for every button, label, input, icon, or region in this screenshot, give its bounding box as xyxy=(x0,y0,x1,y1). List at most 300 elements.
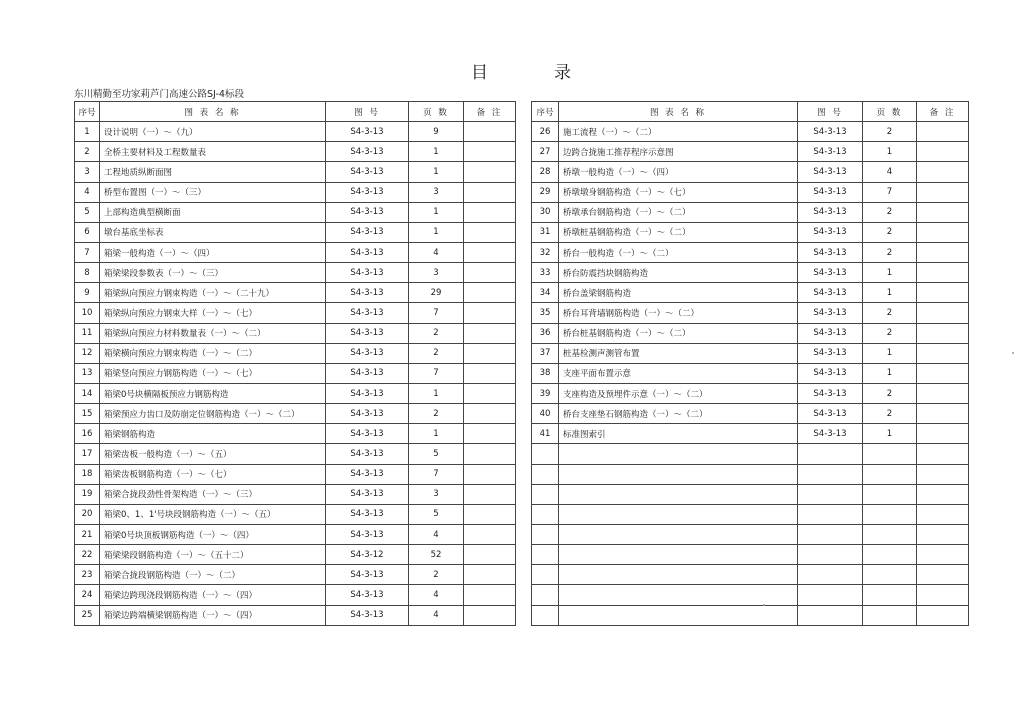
table-row xyxy=(532,122,969,142)
row-drawing-no: S4-3-13 xyxy=(326,524,409,544)
row-drawing-no: S4-3-13 xyxy=(326,444,409,464)
row-no: 39 xyxy=(532,383,559,403)
table-row xyxy=(532,424,969,444)
row-pages: 1 xyxy=(863,424,917,444)
row-drawing-no: S4-3-13 xyxy=(798,343,863,363)
empty-cell xyxy=(798,464,863,484)
row-pages: 1 xyxy=(409,383,464,403)
table-row xyxy=(75,142,516,162)
header-no: 序号 xyxy=(75,102,100,122)
row-drawing-no: S4-3-13 xyxy=(326,424,409,444)
row-no: 12 xyxy=(75,343,100,363)
row-pages: 1 xyxy=(863,343,917,363)
row-name: 箱梁竖向预应力钢筋构造（一）～（七） xyxy=(100,363,326,383)
empty-cell xyxy=(917,504,969,524)
row-name: 施工流程（一）～（二） xyxy=(559,122,798,142)
empty-cell xyxy=(798,484,863,504)
table-row-empty xyxy=(532,444,969,464)
row-remarks xyxy=(464,363,516,383)
row-drawing-no: S4-3-13 xyxy=(798,383,863,403)
row-pages: 2 xyxy=(409,323,464,343)
row-drawing-no: S4-3-13 xyxy=(326,242,409,262)
contents-table-left xyxy=(74,101,516,626)
header-drawing-no: 图 号 xyxy=(798,102,863,122)
table-row xyxy=(532,283,969,303)
row-name: 设计说明（一）～（九） xyxy=(100,122,326,142)
table-row xyxy=(75,202,516,222)
table-row xyxy=(75,383,516,403)
row-name: 箱梁纵向预应力钢束构造（一）～（二十九） xyxy=(100,283,326,303)
row-remarks xyxy=(464,182,516,202)
row-pages: 2 xyxy=(409,404,464,424)
table-row xyxy=(75,484,516,504)
row-drawing-no: S4-3-13 xyxy=(326,404,409,424)
scan-speck xyxy=(763,604,765,606)
empty-cell xyxy=(798,524,863,544)
row-remarks xyxy=(917,383,969,403)
row-pages: 3 xyxy=(409,484,464,504)
row-drawing-no: S4-3-13 xyxy=(326,202,409,222)
table-row xyxy=(75,444,516,464)
table-header-row xyxy=(75,102,516,122)
row-remarks xyxy=(464,524,516,544)
row-name: 箱梁0号块横隔板预应力钢筋构造 xyxy=(100,383,326,403)
row-name: 箱梁纵向预应力钢束大样（一）～（七） xyxy=(100,303,326,323)
table-row xyxy=(75,323,516,343)
row-drawing-no: S4-3-13 xyxy=(326,363,409,383)
row-name: 上部构造典型横断面 xyxy=(100,202,326,222)
table-row xyxy=(75,404,516,424)
empty-cell xyxy=(559,545,798,565)
row-pages: 7 xyxy=(863,182,917,202)
title-char-1: 目 xyxy=(471,63,489,83)
row-name: 箱梁合拢段钢筋构造（一）～（二） xyxy=(100,565,326,585)
row-no: 15 xyxy=(75,404,100,424)
row-name: 全桥主要材料及工程数量表 xyxy=(100,142,326,162)
empty-cell xyxy=(798,444,863,464)
empty-cell xyxy=(532,464,559,484)
row-drawing-no: S4-3-13 xyxy=(326,303,409,323)
row-drawing-no: S4-3-13 xyxy=(798,323,863,343)
row-drawing-no: S4-3-13 xyxy=(798,303,863,323)
empty-cell xyxy=(532,565,559,585)
header-no: 序号 xyxy=(532,102,559,122)
row-no: 18 xyxy=(75,464,100,484)
row-no: 31 xyxy=(532,222,559,242)
row-pages: 29 xyxy=(409,283,464,303)
row-name: 桥墩一般构造（一）～（四） xyxy=(559,162,798,182)
table-row-empty xyxy=(532,524,969,544)
row-remarks xyxy=(917,142,969,162)
table-row xyxy=(75,122,516,142)
row-remarks xyxy=(917,404,969,424)
table-row-empty xyxy=(532,585,969,605)
row-name: 工程地质纵断面图 xyxy=(100,162,326,182)
row-pages: 2 xyxy=(863,323,917,343)
header-remarks: 备 注 xyxy=(464,102,516,122)
row-remarks xyxy=(917,323,969,343)
row-pages: 2 xyxy=(863,122,917,142)
row-drawing-no: S4-3-13 xyxy=(326,585,409,605)
empty-cell xyxy=(532,484,559,504)
table-row xyxy=(75,363,516,383)
empty-cell xyxy=(798,605,863,625)
empty-cell xyxy=(559,504,798,524)
row-no: 3 xyxy=(75,162,100,182)
row-remarks xyxy=(464,565,516,585)
row-no: 13 xyxy=(75,363,100,383)
table-row xyxy=(532,182,969,202)
empty-cell xyxy=(532,504,559,524)
table-row xyxy=(532,323,969,343)
row-drawing-no: S4-3-13 xyxy=(798,263,863,283)
row-pages: 1 xyxy=(863,283,917,303)
row-name: 桩基检测声测管布置 xyxy=(559,343,798,363)
empty-cell xyxy=(917,524,969,544)
row-pages: 4 xyxy=(863,162,917,182)
row-remarks xyxy=(464,263,516,283)
row-name: 箱梁预应力齿口及防崩定位钢筋构造（一）～（二） xyxy=(100,404,326,424)
row-drawing-no: S4-3-13 xyxy=(326,182,409,202)
row-drawing-no: S4-3-13 xyxy=(326,263,409,283)
row-remarks xyxy=(464,222,516,242)
table-row xyxy=(75,504,516,524)
row-name: 箱梁齿板钢筋构造（一）～（七） xyxy=(100,464,326,484)
row-remarks xyxy=(917,222,969,242)
row-name: 箱梁梁段参数表（一）～（三） xyxy=(100,263,326,283)
row-pages: 3 xyxy=(409,182,464,202)
row-no: 1 xyxy=(75,122,100,142)
row-pages: 4 xyxy=(409,585,464,605)
row-drawing-no: S4-3-13 xyxy=(798,242,863,262)
project-line: 东川精勤至功家莉芦门高速公路SJ-4标段 xyxy=(74,89,244,100)
row-name: 桥型布置图（一）～（三） xyxy=(100,182,326,202)
row-drawing-no: S4-3-13 xyxy=(798,202,863,222)
row-no: 29 xyxy=(532,182,559,202)
empty-cell xyxy=(863,464,917,484)
row-no: 30 xyxy=(532,202,559,222)
table-row xyxy=(532,383,969,403)
row-drawing-no: S4-3-13 xyxy=(798,122,863,142)
contents-table-right xyxy=(531,101,969,626)
row-name: 标准图索引 xyxy=(559,424,798,444)
row-name: 箱梁一般构造（一）～（四） xyxy=(100,242,326,262)
table-row xyxy=(75,464,516,484)
row-pages: 1 xyxy=(409,424,464,444)
row-pages: 1 xyxy=(409,202,464,222)
row-name: 支座构造及预埋件示意（一）～（二） xyxy=(559,383,798,403)
row-no: 9 xyxy=(75,283,100,303)
row-pages: 2 xyxy=(863,383,917,403)
row-pages: 2 xyxy=(409,565,464,585)
row-drawing-no: S4-3-13 xyxy=(326,142,409,162)
row-no: 14 xyxy=(75,383,100,403)
empty-cell xyxy=(559,524,798,544)
row-no: 11 xyxy=(75,323,100,343)
row-pages: 1 xyxy=(409,222,464,242)
row-remarks xyxy=(917,202,969,222)
scan-speck xyxy=(1012,352,1014,354)
row-no: 17 xyxy=(75,444,100,464)
row-name: 墩台基底坐标表 xyxy=(100,222,326,242)
row-remarks xyxy=(917,424,969,444)
empty-cell xyxy=(917,484,969,504)
row-name: 箱梁0、1、1'号块段钢筋构造（一）～（五） xyxy=(100,504,326,524)
table-row xyxy=(75,303,516,323)
row-pages: 4 xyxy=(409,605,464,625)
row-drawing-no: S4-3-13 xyxy=(798,162,863,182)
empty-cell xyxy=(917,444,969,464)
row-name: 桥台桩基钢筋构造（一）～（二） xyxy=(559,323,798,343)
table-row xyxy=(532,303,969,323)
row-name: 箱梁合拢段劲性骨架构造（一）～（三） xyxy=(100,484,326,504)
empty-cell xyxy=(863,484,917,504)
empty-cell xyxy=(863,504,917,524)
row-no: 36 xyxy=(532,323,559,343)
empty-cell xyxy=(863,545,917,565)
empty-cell xyxy=(863,605,917,625)
row-no: 28 xyxy=(532,162,559,182)
row-name: 边跨合拢施工推荐程序示意图 xyxy=(559,142,798,162)
row-pages: 2 xyxy=(863,222,917,242)
row-no: 19 xyxy=(75,484,100,504)
table-row xyxy=(75,263,516,283)
table-row-empty xyxy=(532,605,969,625)
row-remarks xyxy=(464,122,516,142)
row-no: 40 xyxy=(532,404,559,424)
row-name: 箱梁边跨端横梁钢筋构造（一）～（四） xyxy=(100,605,326,625)
row-no: 8 xyxy=(75,263,100,283)
row-drawing-no: S4-3-13 xyxy=(326,464,409,484)
table-row xyxy=(75,545,516,565)
row-remarks xyxy=(464,343,516,363)
row-remarks xyxy=(917,263,969,283)
row-name: 箱梁纵向预应力材料数量表（一）～（二） xyxy=(100,323,326,343)
row-no: 6 xyxy=(75,222,100,242)
row-name: 桥台盖梁钢筋构造 xyxy=(559,283,798,303)
row-remarks xyxy=(464,484,516,504)
row-pages: 5 xyxy=(409,504,464,524)
table-row xyxy=(75,222,516,242)
row-remarks xyxy=(464,162,516,182)
empty-cell xyxy=(559,464,798,484)
row-remarks xyxy=(917,242,969,262)
empty-cell xyxy=(917,605,969,625)
table-row xyxy=(75,424,516,444)
table-row xyxy=(75,283,516,303)
row-pages: 1 xyxy=(409,162,464,182)
row-no: 37 xyxy=(532,343,559,363)
table-row-empty xyxy=(532,484,969,504)
empty-cell xyxy=(798,585,863,605)
table-row xyxy=(532,242,969,262)
row-no: 41 xyxy=(532,424,559,444)
empty-cell xyxy=(798,545,863,565)
table-row xyxy=(532,222,969,242)
row-drawing-no: S4-3-13 xyxy=(326,162,409,182)
row-no: 16 xyxy=(75,424,100,444)
row-pages: 7 xyxy=(409,363,464,383)
table-row xyxy=(532,404,969,424)
row-drawing-no: S4-3-13 xyxy=(798,424,863,444)
empty-cell xyxy=(798,504,863,524)
row-pages: 2 xyxy=(863,404,917,424)
table-row xyxy=(75,605,516,625)
row-no: 21 xyxy=(75,524,100,544)
row-name: 桥墩墩身钢筋构造（一）～（七） xyxy=(559,182,798,202)
row-pages: 2 xyxy=(409,343,464,363)
table-row xyxy=(532,142,969,162)
row-remarks xyxy=(464,202,516,222)
row-pages: 9 xyxy=(409,122,464,142)
row-pages: 1 xyxy=(863,263,917,283)
row-no: 38 xyxy=(532,363,559,383)
row-remarks xyxy=(917,303,969,323)
row-pages: 2 xyxy=(863,303,917,323)
header-pages: 页 数 xyxy=(863,102,917,122)
row-pages: 52 xyxy=(409,545,464,565)
row-no: 2 xyxy=(75,142,100,162)
row-drawing-no: S4-3-13 xyxy=(798,363,863,383)
row-name: 箱梁梁段钢筋构造（一）～（五十二） xyxy=(100,545,326,565)
table-row xyxy=(532,202,969,222)
row-drawing-no: S4-3-13 xyxy=(326,323,409,343)
row-remarks xyxy=(917,283,969,303)
row-no: 23 xyxy=(75,565,100,585)
row-no: 7 xyxy=(75,242,100,262)
table-row xyxy=(75,162,516,182)
document-title xyxy=(0,58,1024,88)
header-drawing-no: 图 号 xyxy=(326,102,409,122)
row-pages: 1 xyxy=(409,142,464,162)
table-row xyxy=(75,343,516,363)
row-name: 桥台支座垫石钢筋构造（一）～（二） xyxy=(559,404,798,424)
row-remarks xyxy=(464,545,516,565)
empty-cell xyxy=(917,585,969,605)
empty-cell xyxy=(532,444,559,464)
row-no: 33 xyxy=(532,263,559,283)
header-remarks: 备 注 xyxy=(917,102,969,122)
title-char-2: 录 xyxy=(554,63,572,83)
row-drawing-no: S4-3-13 xyxy=(798,283,863,303)
row-remarks xyxy=(917,363,969,383)
empty-cell xyxy=(559,484,798,504)
row-drawing-no: S4-3-13 xyxy=(326,283,409,303)
row-no: 32 xyxy=(532,242,559,262)
row-no: 26 xyxy=(532,122,559,142)
row-drawing-no: S4-3-13 xyxy=(326,383,409,403)
header-pages: 页 数 xyxy=(409,102,464,122)
row-pages: 1 xyxy=(863,363,917,383)
row-remarks xyxy=(464,383,516,403)
row-pages: 4 xyxy=(409,524,464,544)
empty-cell xyxy=(532,545,559,565)
row-remarks xyxy=(464,464,516,484)
row-name: 箱梁0号块顶板钢筋构造（一）～（四） xyxy=(100,524,326,544)
row-drawing-no: S4-3-13 xyxy=(798,404,863,424)
row-pages: 2 xyxy=(863,242,917,262)
table-row xyxy=(75,242,516,262)
empty-cell xyxy=(917,565,969,585)
row-drawing-no: S4-3-13 xyxy=(326,343,409,363)
row-no: 34 xyxy=(532,283,559,303)
empty-cell xyxy=(798,565,863,585)
row-drawing-no: S4-3-13 xyxy=(326,484,409,504)
table-row-empty xyxy=(532,504,969,524)
row-remarks xyxy=(917,182,969,202)
table-row xyxy=(532,363,969,383)
empty-cell xyxy=(532,605,559,625)
row-name: 桥台防震挡块钢筋构造 xyxy=(559,263,798,283)
empty-cell xyxy=(532,524,559,544)
row-drawing-no: S4-3-12 xyxy=(326,545,409,565)
row-remarks xyxy=(464,323,516,343)
table-row xyxy=(75,524,516,544)
empty-cell xyxy=(863,524,917,544)
table-row xyxy=(532,162,969,182)
table-row xyxy=(75,182,516,202)
table-row xyxy=(75,565,516,585)
empty-cell xyxy=(559,565,798,585)
row-no: 22 xyxy=(75,545,100,565)
empty-cell xyxy=(559,605,798,625)
row-no: 4 xyxy=(75,182,100,202)
row-remarks xyxy=(464,242,516,262)
row-drawing-no: S4-3-13 xyxy=(326,222,409,242)
row-name: 桥台一般构造（一）～（二） xyxy=(559,242,798,262)
table-row xyxy=(532,343,969,363)
row-drawing-no: S4-3-13 xyxy=(798,182,863,202)
empty-cell xyxy=(917,464,969,484)
row-no: 20 xyxy=(75,504,100,524)
table-row-empty xyxy=(532,565,969,585)
row-name: 箱梁横向预应力钢束构造（一）～（二） xyxy=(100,343,326,363)
row-remarks xyxy=(464,504,516,524)
table-row-empty xyxy=(532,464,969,484)
row-pages: 7 xyxy=(409,464,464,484)
row-remarks xyxy=(917,162,969,182)
empty-cell xyxy=(917,545,969,565)
empty-cell xyxy=(532,585,559,605)
row-name: 桥墩桩基钢筋构造（一）～（二） xyxy=(559,222,798,242)
row-name: 桥墩承台钢筋构造（一）～（二） xyxy=(559,202,798,222)
row-pages: 1 xyxy=(863,142,917,162)
empty-cell xyxy=(559,444,798,464)
row-remarks xyxy=(464,605,516,625)
row-pages: 3 xyxy=(409,263,464,283)
row-remarks xyxy=(464,283,516,303)
row-remarks xyxy=(917,343,969,363)
table-row xyxy=(532,263,969,283)
row-pages: 2 xyxy=(863,202,917,222)
table-row xyxy=(75,585,516,605)
row-name: 桥台耳背墙钢筋构造（一）～（二） xyxy=(559,303,798,323)
row-name: 支座平面布置示意 xyxy=(559,363,798,383)
row-remarks xyxy=(464,303,516,323)
row-remarks xyxy=(464,142,516,162)
row-drawing-no: S4-3-13 xyxy=(326,565,409,585)
row-remarks xyxy=(464,424,516,444)
row-no: 5 xyxy=(75,202,100,222)
table-row-empty xyxy=(532,545,969,565)
empty-cell xyxy=(559,585,798,605)
row-remarks xyxy=(464,444,516,464)
row-no: 25 xyxy=(75,605,100,625)
row-drawing-no: S4-3-13 xyxy=(326,122,409,142)
row-pages: 5 xyxy=(409,444,464,464)
table-header-row xyxy=(532,102,969,122)
row-no: 24 xyxy=(75,585,100,605)
